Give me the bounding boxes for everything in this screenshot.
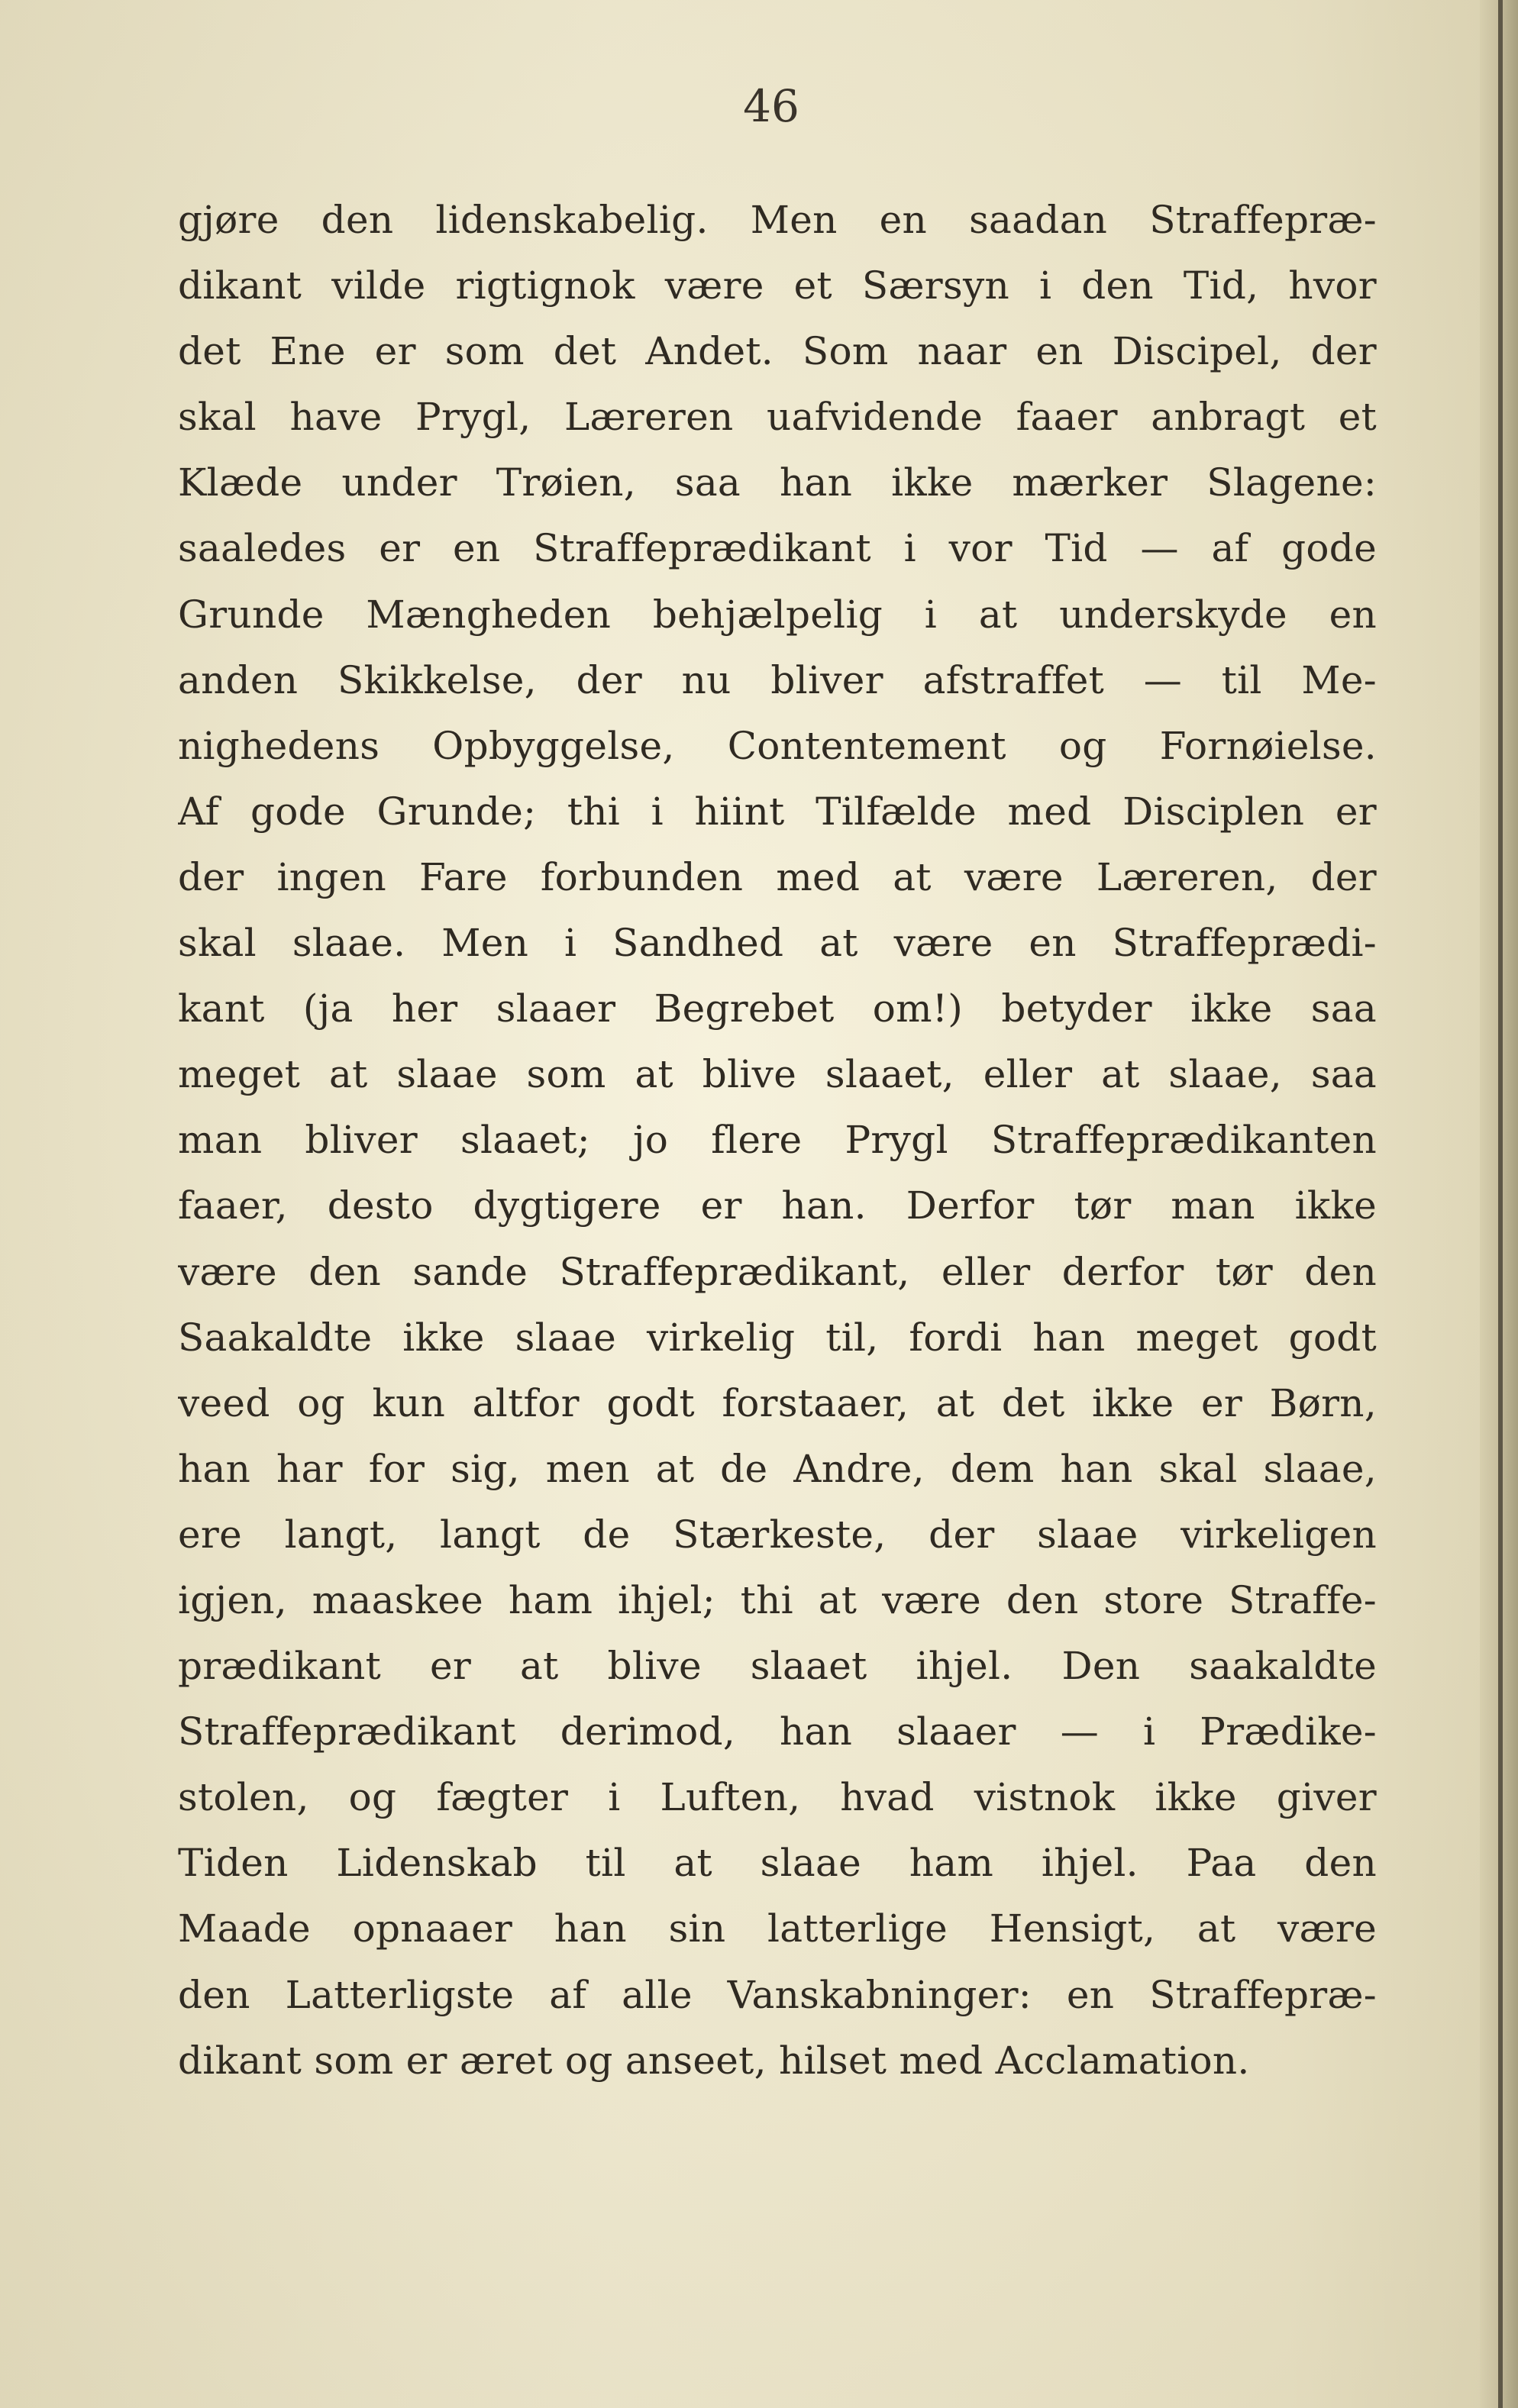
binding-line bbox=[1498, 0, 1503, 2408]
text-line: faaer, desto dygtigere er han. Derfor tør man ikke bbox=[178, 1183, 1377, 1228]
text-line: anden Skikkelse, der nu bliver afstraffet — til Me- bbox=[178, 657, 1377, 702]
text-line: skal slaae. Men i Sandhed at være en Straffeprædi- bbox=[178, 921, 1377, 966]
text-line: Af gode Grunde; thi i hiint Tilfælde med Disciplen er bbox=[178, 789, 1377, 834]
text-line: dikant som er æret og anseet, hilset med Acclamation. bbox=[178, 2038, 1250, 2083]
text-line: man bliver slaaet; jo flere Prygl Straffeprædikanten bbox=[178, 1118, 1377, 1163]
text-line: meget at slaae som at blive slaaet, eller at slaae, saa bbox=[178, 1052, 1377, 1097]
text-line: gjøre den lidenskabelig. Men en saadan Straffepræ- bbox=[178, 198, 1377, 242]
text-line: kant (ja her slaaer Begrebet om!) betyder ikke saa bbox=[178, 986, 1377, 1031]
text-line: Grunde Mængheden behjælpelig i at underskyde en bbox=[178, 592, 1377, 637]
text-line: Maade opnaaer han sin latterlige Hensigt, at være bbox=[178, 1906, 1377, 1951]
text-line: Tiden Lidenskab til at slaae ham ihjel. Paa den bbox=[178, 1841, 1377, 1886]
text-line: stolen, og fægter i Luften, hvad vistnok ikke giver bbox=[178, 1775, 1377, 1820]
text-line: dikant vilde rigtignok være et Særsyn i den Tid, hvor bbox=[178, 263, 1377, 308]
text-line: det Ene er som det Andet. Som naar en Discipel, der bbox=[178, 329, 1377, 374]
text-line: der ingen Fare forbunden med at være Læreren, der bbox=[178, 854, 1377, 899]
text-line: saaledes er en Straffeprædikant i vor Tid — af gode bbox=[178, 526, 1377, 571]
text-line: skal have Prygl, Læreren uafvidende faaer anbragt et bbox=[178, 395, 1377, 440]
text-line: nighedens Opbyggelse, Contentement og Fornøielse. bbox=[178, 723, 1377, 768]
text-line: Klæde under Trøien, saa han ikke mærker Slagene: bbox=[178, 460, 1377, 505]
text-line: den Latterligste af alle Vanskabninger: en Straffepræ- bbox=[178, 1972, 1377, 2017]
text-line: prædikant er at blive slaaet ihjel. Den saakaldte bbox=[178, 1644, 1377, 1689]
text-line: han har for sig, men at de Andre, dem han skal slaae, bbox=[178, 1446, 1377, 1491]
text-line: være den sande Straffeprædikant, eller derfor tør den bbox=[178, 1249, 1377, 1294]
page-number: 46 bbox=[743, 80, 799, 132]
text-line: igjen, maaskee ham ihjel; thi at være den store Straffe- bbox=[178, 1577, 1377, 1622]
text-line: Saakaldte ikke slaae virkelig til, fordi han meget godt bbox=[178, 1315, 1377, 1360]
text-line: Straffeprædikant derimod, han slaaer — i Prædike- bbox=[178, 1709, 1377, 1754]
text-line: ere langt, langt de Stærkeste, der slaae virkeligen bbox=[178, 1512, 1377, 1557]
body-text bbox=[178, 187, 1377, 2093]
text-line: veed og kun altfor godt forstaaer, at det ikke er Børn, bbox=[178, 1380, 1377, 1425]
